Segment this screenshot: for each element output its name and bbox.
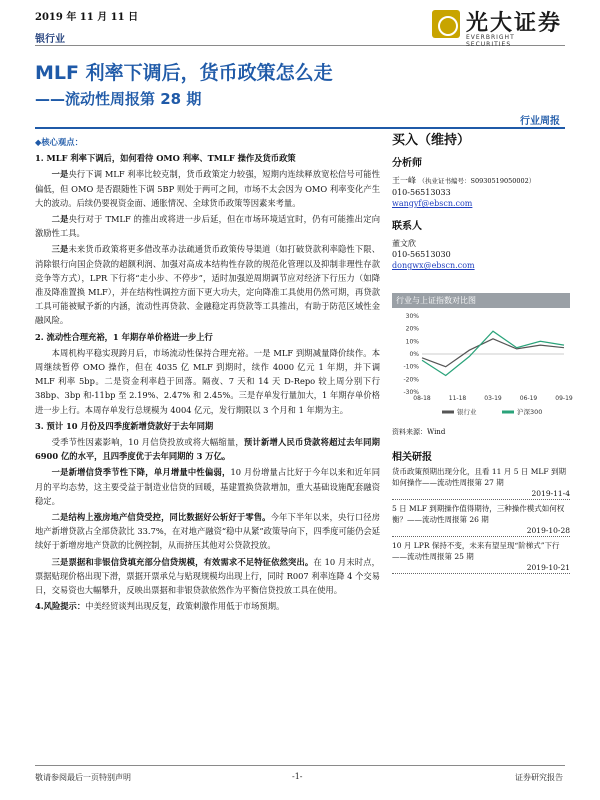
related-report-date: 2019-10-21 <box>392 562 570 574</box>
logo-icon <box>432 10 460 38</box>
sector-label: 银行业 <box>35 34 65 45</box>
chart-title: 行业与上证指数对比图 <box>392 293 570 308</box>
legend-label: 沪深300 <box>517 408 543 416</box>
y-tick-label: 10% <box>405 338 419 346</box>
report-subtitle: ——流动性周报第 28 期 <box>35 90 202 108</box>
contact-heading: 联系人 <box>392 221 422 232</box>
paragraph: 二是央行对于 TMLF 的推出或将进一步后延，但在市场环境适宜时，仍有可能推出定向激励性工具。 <box>35 214 380 239</box>
paragraph: 三是票据和非银信贷填充部分信贷规模，有效需求不足特征依然突出。在 10 月末时点，票据贴现价格出现下滑，票据开票承兑与贴现规模均出现上行，同时 R007 利率连降 4 个交易日，交易资也大幅攀升，反映出票据和非银贷款依然作为平衡信贷投放工具在使用。 <box>35 556 380 596</box>
analyst-heading: 分析师 <box>392 158 422 169</box>
related-report-item[interactable]: 10 月 LPR 保持不变，未来有望呈现“阶梯式”下行——流动性周报第 25 期 <box>392 541 560 561</box>
paragraph: 一是新增信贷季节性下降，单月增量中性偏弱，10 月份增量占比好于今年以来和近年同月的平均态势，这主要受益于制造业信贷的回暖，基建置换贷款增加，重大基础设施配套融资稳定。 <box>35 467 380 506</box>
sidebar <box>392 133 573 577</box>
x-tick-label: 11-18 <box>448 395 467 402</box>
rating: 买入（维持） <box>392 133 471 148</box>
title-rule <box>35 127 565 129</box>
analyst-email[interactable]: wangyf@ebscn.com <box>392 199 473 208</box>
section-heading-2: 2. 流动性合理充裕，1 年期存单价格进一步上行 <box>35 331 213 342</box>
y-tick-label: 0% <box>409 351 419 358</box>
y-tick-label: -10% <box>403 363 419 371</box>
contact-name: 董文欣 <box>392 239 416 248</box>
comparison-line-chart <box>392 312 573 422</box>
main-column <box>35 135 380 616</box>
page-number: -1- <box>292 772 303 781</box>
x-tick-label: 09-19 <box>555 395 573 402</box>
report-type: 行业周报 <box>520 116 560 127</box>
footer-right: 证券研究报告 <box>515 773 563 782</box>
paragraph: 受季节性因素影响，10 月信贷投放或将大幅缩量，预计新增人民币贷款将超过去年同期 6900 亿的水平，且四季度优于去年同期的 3 万亿。 <box>35 437 380 462</box>
y-tick-label: 20% <box>405 325 419 333</box>
report-title: MLF 利率下调后，货币政策怎么走 <box>35 62 333 84</box>
contact-phone: 010-56513030 <box>392 250 451 259</box>
y-tick-label: -30% <box>403 389 419 396</box>
paragraph: 三是未来货币政策将更多借改革办法疏通货币政策传导渠道（如打破贷款利率隐性下限、消除银行向国企贷款的超额利润、加强对高成本结构性存款的规范化管理以及抑制非理性存款竞争等方式），LPR 下行将“走小步、不停步”，适时加强逆周期调节应对经济下行压力（如降准及降准置换 MLF），并在结构性调控方面下更大功夫，定向降准工具使用仍然可期，再贷款工具可能被赋予新的内涵，流动性再贷款、金融稳定再贷款等工具推出，有助于防范区域性金融风险。 <box>35 244 380 326</box>
x-tick-label: 06-19 <box>519 395 538 402</box>
contact-email[interactable]: dongwx@ebscn.com <box>392 261 475 270</box>
y-tick-label: 30% <box>405 313 419 320</box>
footer-rule <box>35 765 565 766</box>
chart-source: 资料来源：Wind <box>392 428 446 436</box>
series-line-0 <box>422 339 564 367</box>
related-report-date: 2019-10-28 <box>392 525 570 537</box>
related-report-item[interactable]: 5 日 MLF 到期操作值得期待，三种操作模式如何权衡？——流动性周报第 26 期 <box>392 504 565 524</box>
section-heading-3: 3. 预计 10 月份及四季度新增贷款好于去年同期 <box>35 420 214 431</box>
logo-subtext: EVERBRIGHT SECURITIES <box>466 34 515 48</box>
paragraph: 二是结构上涨房地产信贷受控，同比数据好公斩好于零售。今年下半年以来，央行口径房地产新增贷款占全部贷款比 33.7%，在对地产融资“稳中从紧”政策导向下，四季度可能仍会延续好于新增房地产贷款的比例控制，从而挤压其他对公贷款投放。 <box>35 512 380 551</box>
paragraph: 本周机构平稳实现跨月后，市场流动性保持合理充裕。一是 MLF 到期减量降价续作。本周继续暂停 OMO 操作，但在 4035 亿 MLF 到期时，续作 4000 亿元 1 年期，并下调 MLF 利率 5bp。二是资金利率趋于回落。隔夜、7 天和 14 天 D-Repo 较上周分别下行 38bp、3bp 和-11bp 至 2.19%、2.47% 和 2.45%。三是存单发行量加大，1 年期存单价格进一步上行。本周存单发行总规模为 4004 亿元，发行期限以 3 个月和 1 年期为主。 <box>35 347 380 415</box>
logo-text: 光大证券 <box>466 11 563 36</box>
related-report-item[interactable]: 货币政策预期出现分化，且看 11 月 5 日 MLF 到期如何操作——流动性周报第 27 期 <box>392 467 566 487</box>
related-report-date: 2019-11-4 <box>392 488 570 500</box>
analyst-info: 王一峰 （执业证书编号：S0930519050002） <box>392 176 536 185</box>
related-heading: 相关研报 <box>392 452 432 463</box>
risk-paragraph: 4.风险提示：中美经贸谈判出现反复，政策刺激作用低于市场预期。 <box>35 601 285 612</box>
key-points-heading: ◆核心观点： <box>35 137 83 147</box>
related-reports <box>392 466 570 574</box>
company-logo <box>432 6 562 46</box>
x-tick-label: 08-18 <box>413 395 431 402</box>
legend-label: 银行业 <box>457 408 477 416</box>
series-line-1 <box>422 331 564 375</box>
section-heading-1: 1. MLF 利率下调后，如何看待 OMO 利率、TMLF 操作及货币政策 <box>35 153 296 164</box>
y-tick-label: -20% <box>403 376 419 384</box>
analyst-phone: 010-56513033 <box>392 188 451 197</box>
report-date: 2019 年 11 月 11 日 <box>35 12 139 23</box>
x-tick-label: 03-19 <box>484 395 502 402</box>
footer-disclaimer: 敬请参阅最后一页特别声明 <box>35 773 131 782</box>
paragraph: 一是央行下调 MLF 利率比较克制，货币政策定力较强，短期内连续释放宽松信号可能性偏低，但 OMO 是否跟随性下调 5BP 则处于两可之间，市场不太会因为 OMO 利率变化产生大的波动。后续仍要视资金面、通胀情况、全球货币政策等因素来考量。 <box>35 169 380 208</box>
